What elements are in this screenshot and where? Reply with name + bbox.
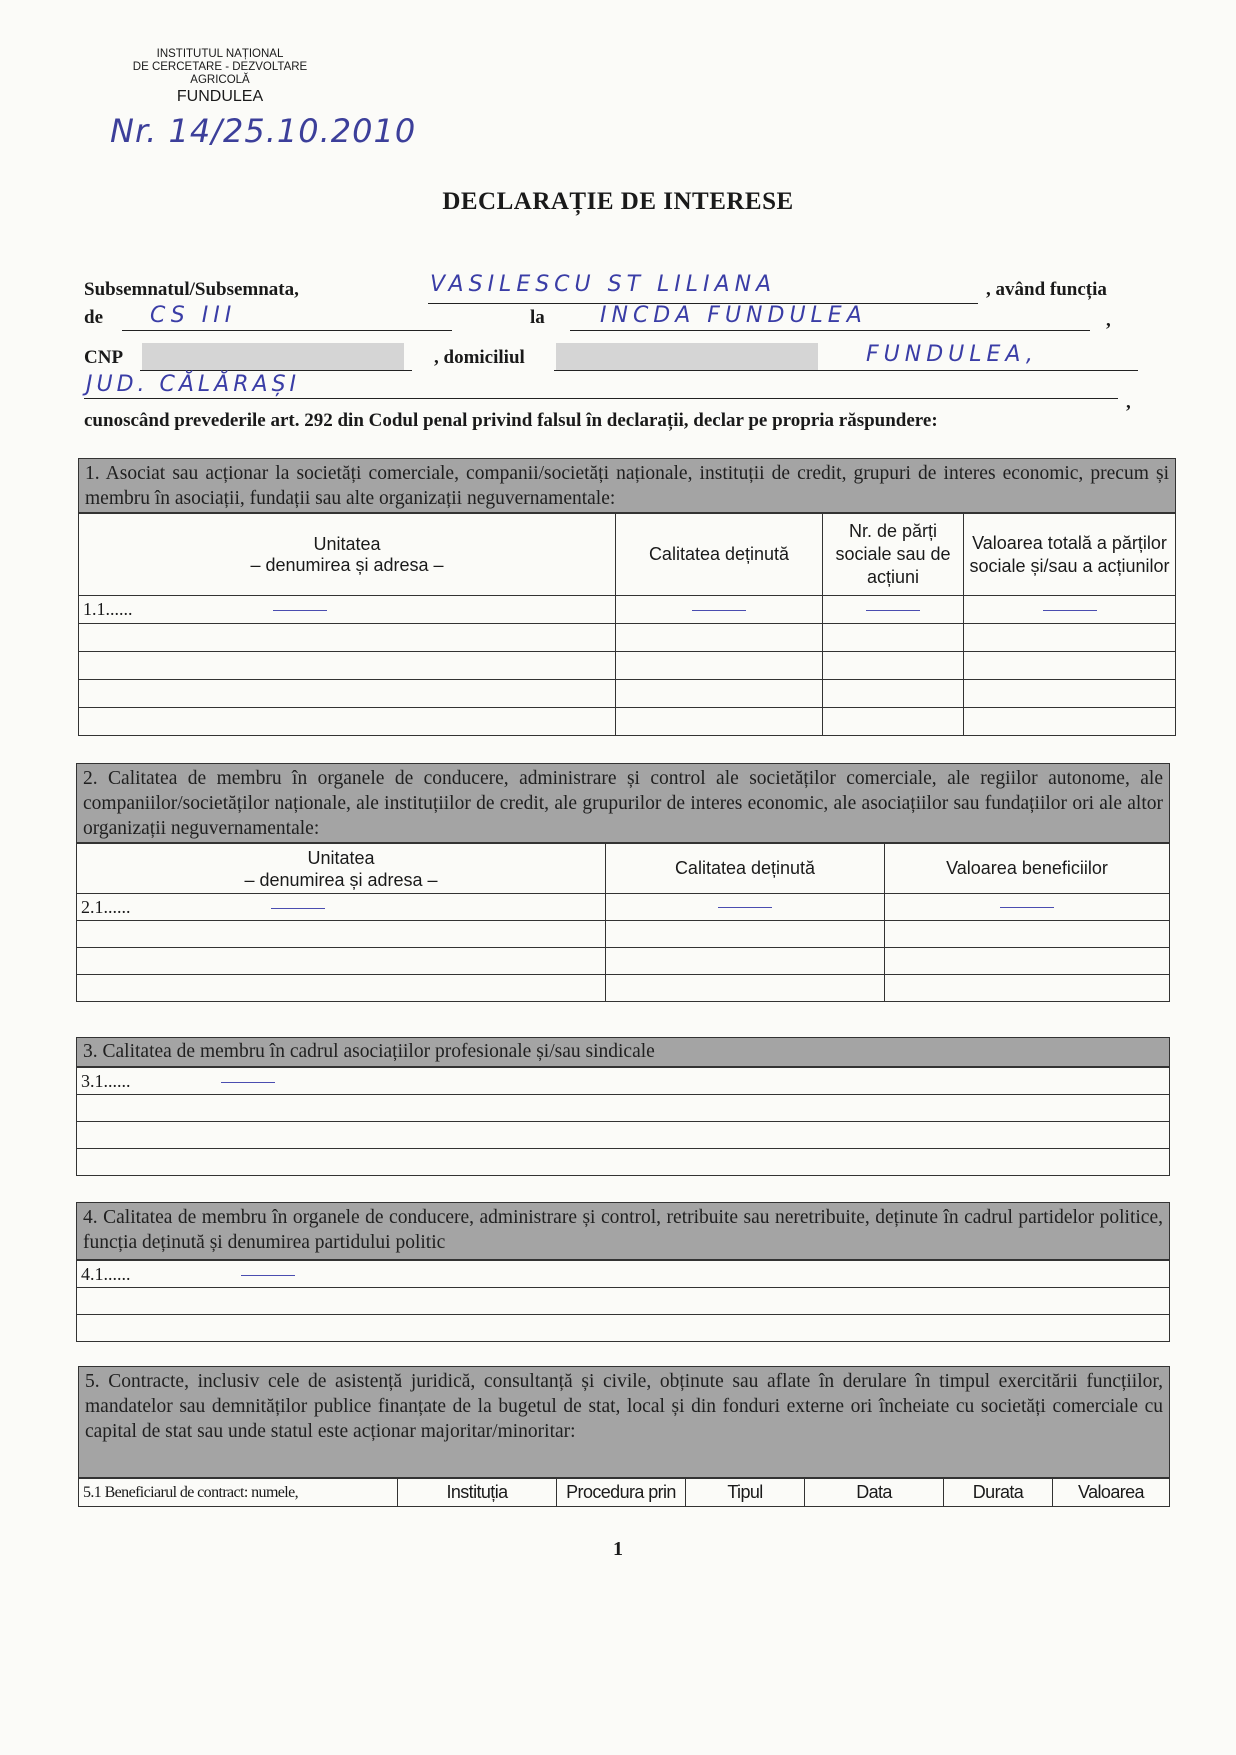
table-row [79,708,1176,736]
section-4-table [76,1260,1170,1342]
cnp-label: CNP [84,347,124,368]
handwritten-dash [692,610,746,611]
table-cell[interactable] [885,975,1170,1002]
institution-underline [570,330,1090,331]
de-label: de [84,307,103,328]
table-cell[interactable] [964,652,1176,680]
table-cell[interactable] [606,894,885,921]
subsemnatul-label: Subsemnatul/Subsemnata, [84,279,299,300]
table-cell[interactable] [79,708,616,736]
town-field[interactable]: FUNDULEA, [866,342,1038,367]
section-5-heading: 5. Contracte, inclusiv cele de asistență juridică, consultanță și civile, obținute sau aflate în derulare în timpul exercitării funcțiilor, mandatelor sau demnităților publice finanțate de la bugetul de stat, local și din fonduri externe ori încheiate cu societăți comerciale cu capital de stat sau unde statul este acționar majoritar/minoritar: [78,1366,1170,1478]
section-1-table [78,513,1176,736]
s3-row-1[interactable] [77,1068,1170,1095]
s1-col-unitatea [79,514,616,596]
table-cell[interactable] [885,948,1170,975]
address-underline [554,370,1138,371]
table-cell[interactable] [616,680,823,708]
s4-row-label-text: 4.1...... [81,1263,131,1284]
table-row [79,624,1176,652]
handwritten-dash [241,1275,295,1276]
section-1-heading: 1. Asociat sau acționar la societăți comerciale, companii/societăți naționale, instituții de credit, grupuri de interes economic, precum și membru în asociații, fundații sau alte organizații neguvernamentale: [78,458,1176,513]
registration-number: Nr. 14/25.10.2010 [110,112,417,150]
table-row [77,894,1170,921]
s2-col-valoarea: Valoarea beneficiilor [885,844,1170,894]
function-field[interactable]: CS III [150,303,237,328]
table-cell[interactable] [77,1095,1170,1122]
table-row [77,1288,1170,1315]
handwritten-dash [273,610,327,611]
stamp-line-4: FUNDULEA [176,88,264,105]
county-field[interactable]: JUD. CĂLĂRAȘI [86,372,301,397]
s2-row-1-label[interactable] [77,894,606,921]
name-field[interactable]: VASILESCU ST LILIANA [430,272,777,297]
handwritten-dash [271,908,325,909]
stamp-line-2: DE CERCETARE - DEZVOLTARE [132,61,308,73]
table-cell[interactable] [885,921,1170,948]
county-underline [84,398,1118,399]
table-cell[interactable] [823,596,964,624]
table-cell[interactable] [79,652,616,680]
cnp-redacted [142,343,404,371]
s1-col-calitatea: Calitatea deținută [616,514,823,596]
table-cell[interactable] [77,1315,1170,1342]
s1-col-nr-parti: Nr. de părți sociale sau de acțiuni [823,514,964,596]
s2-col-unitatea [77,844,606,894]
table-cell[interactable] [606,948,885,975]
table-row [77,948,1170,975]
avand-functia-label: , având funcția [986,279,1107,300]
comma-2: , [1126,392,1131,413]
s2-col-unitatea-sub: – denumirea și adresa – [244,869,438,890]
s1-row-1-label[interactable] [79,596,616,624]
handwritten-dash [866,610,920,611]
table-row [77,1149,1170,1176]
table-cell[interactable] [964,624,1176,652]
s1-col-unitatea-sub: – denumirea și adresa – [250,554,444,575]
table-cell[interactable] [964,680,1176,708]
legal-statement: cunoscând prevederile art. 292 din Codul penal privind falsul în declarații, declar pe propria răspundere: [84,410,938,431]
section-3-table [76,1067,1170,1176]
table-row [77,1122,1170,1149]
table-row [79,680,1176,708]
function-underline [122,330,452,331]
stamp-line-3: AGRICOLĂ [190,74,250,86]
table-cell[interactable] [77,975,606,1002]
section-2-heading: 2. Calitatea de membru în organele de conducere, administrare și control ale societăților comerciale, ale regiilor autonome, ale companiilor/societăților naționale, ale instituțiilor de credit, ale grupurilor de interes economic, ale asociațiilor sau fundațiilor ori ale altor organizații neguvernamentale: [76,763,1170,843]
table-cell[interactable] [885,894,1170,921]
s2-col-unitatea-label: Unitatea [307,847,375,868]
page-number: 1 [613,1538,623,1560]
table-row [79,596,1176,624]
domiciliul-label: , domiciliul [434,347,525,368]
table-cell[interactable] [616,652,823,680]
section-3-heading: 3. Calitatea de membru în cadrul asociațiilor profesionale și/sau sindicale [76,1037,1170,1067]
s1-col-unitatea-label: Unitatea [313,533,381,554]
table-cell[interactable] [616,596,823,624]
table-cell[interactable] [77,1288,1170,1315]
table-cell[interactable] [77,921,606,948]
table-row [77,921,1170,948]
stamp-line-1: INSTITUTUL NAȚIONAL [156,48,284,60]
table-cell[interactable] [616,708,823,736]
table-row [77,1095,1170,1122]
table-cell[interactable] [77,948,606,975]
s5-col-institutia: Instituția [398,1479,557,1507]
table-cell[interactable] [823,680,964,708]
s5-col-data: Data [805,1479,944,1507]
s5-col-procedura: Procedura prin [557,1479,686,1507]
institution-field[interactable]: INCDA FUNDULEA [600,303,867,328]
s5-col-durata: Durata [944,1479,1053,1507]
table-cell[interactable] [823,652,964,680]
table-row [79,652,1176,680]
table-cell[interactable] [606,975,885,1002]
s2-row-label-text: 2.1...... [81,896,131,917]
table-cell[interactable] [823,624,964,652]
comma-1: , [1106,310,1111,331]
s5-col-tipul: Tipul [686,1479,805,1507]
table-cell[interactable] [964,708,1176,736]
handwritten-dash [221,1082,275,1083]
table-row [77,1068,1170,1095]
table-cell[interactable] [79,624,616,652]
s3-row-label-text: 3.1...... [81,1070,131,1091]
table-row [77,975,1170,1002]
handwritten-dash [1043,610,1097,611]
s5-col-valoarea: Valoarea [1053,1479,1170,1507]
table-cell[interactable] [606,921,885,948]
s5-col-beneficiar: 5.1 Beneficiarul de contract: numele, [79,1479,398,1507]
s2-col-calitatea: Calitatea deținută [606,844,885,894]
section-4-heading: 4. Calitatea de membru în organele de conducere, administrare și control, retribuite sau neretribuite, deținute în cadrul partidelor politice, funcția deținută și denumirea partidului politic [76,1202,1170,1260]
document-title: DECLARAȚIE DE INTERESE [442,188,794,215]
la-label: la [530,307,545,328]
s4-row-1[interactable] [77,1261,1170,1288]
institution-stamp [100,48,340,107]
table-cell[interactable] [616,624,823,652]
handwritten-dash [1000,907,1054,908]
table-row [77,1315,1170,1342]
handwritten-dash [718,907,772,908]
table-cell[interactable] [77,1122,1170,1149]
s1-row-label-text: 1.1...... [83,599,133,619]
table-cell[interactable] [79,680,616,708]
table-cell[interactable] [823,708,964,736]
cnp-underline [140,370,412,371]
s1-col-valoarea: Valoarea totală a părților sociale și/sau a acțiunilor [964,514,1176,596]
section-5-table [78,1478,1170,1507]
section-2-table [76,843,1170,1002]
address-redacted [556,343,818,371]
table-cell[interactable] [77,1149,1170,1176]
table-row [77,1261,1170,1288]
table-cell[interactable] [964,596,1176,624]
